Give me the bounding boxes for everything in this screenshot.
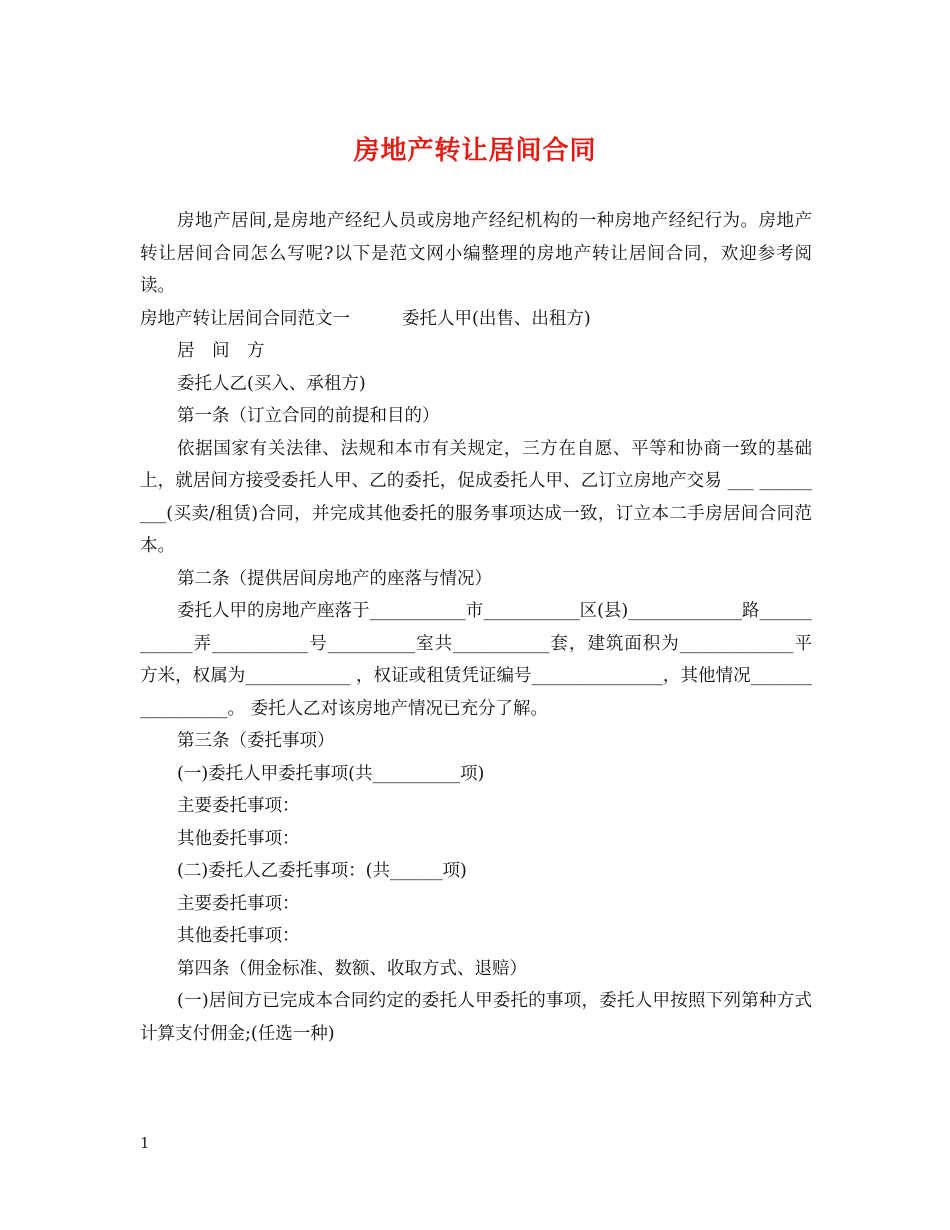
party-a-matters: (一)委托人甲委托事项(共__________项): [177, 763, 485, 784]
intermediary-label: 居 间 方: [177, 341, 265, 361]
sample-title: 房地产转让居间合同范文一: [140, 308, 350, 329]
party-b-main-matters: 主要委托事项：: [177, 893, 300, 914]
party-a-other-matters: 其他委托事项：: [177, 828, 300, 849]
party-a-label: 委托人甲(出售、出租方): [402, 308, 591, 329]
article-2-heading: 第二条（提供居间房地产的座落与情况）: [177, 568, 492, 589]
article-1-heading: 第一条（订立合同的前提和目的）: [177, 406, 440, 426]
party-b-other-matters: 其他委托事项：: [177, 926, 300, 946]
page-number: 1: [140, 1134, 150, 1152]
article-4-body: (一)居间方已完成本合同约定的委托人甲委托的事项，委托人甲按照下列第种方式计算支付佣金;(任选一种): [140, 991, 812, 1044]
intro-paragraph: 房地产居间,是房地产经纪人员或房地产经纪机构的一种房地产经纪行为。房地产转让居间合同怎么写呢?以下是范文网小编整理的房地产转让居间合同，欢迎参考阅读。: [140, 211, 812, 296]
article-3-heading: 第三条（委托事项）: [177, 731, 335, 751]
document-title: 房地产转让居间合同: [353, 136, 597, 166]
party-b-label: 委托人乙(买入、承租方): [177, 373, 366, 394]
article-1-body: 依据国家有关法律、法规和本市有关规定，三方在自愿、平等和协商一致的基础上，就居间方接受委托人甲、乙的委托，促成委托人甲、乙订立房地产交易 ___ _________(买卖/租赁)合同，并完成其他委托的服务事项达成一致，订立本二手房居间合同范本。: [140, 438, 812, 556]
sample-heading-line: [140, 303, 812, 336]
party-b-matters: (二)委托人乙委托事项：(共______项): [177, 861, 467, 881]
document-body: [140, 205, 812, 1050]
article-2-body: 委托人甲的房地产座落于___________市___________区(县)_____________路____________弄___________号__________室共___________套，建筑面积为_____________平方米，权属为____________ ，权证或租赁凭证编号_______________，其他情况_________________。 委托人乙对该房地产情况已充分了解。: [140, 601, 812, 719]
article-4-heading: 第四条（佣金标准、数额、收取方式、退赔）: [177, 958, 527, 979]
party-a-main-matters: 主要委托事项：: [177, 796, 300, 816]
